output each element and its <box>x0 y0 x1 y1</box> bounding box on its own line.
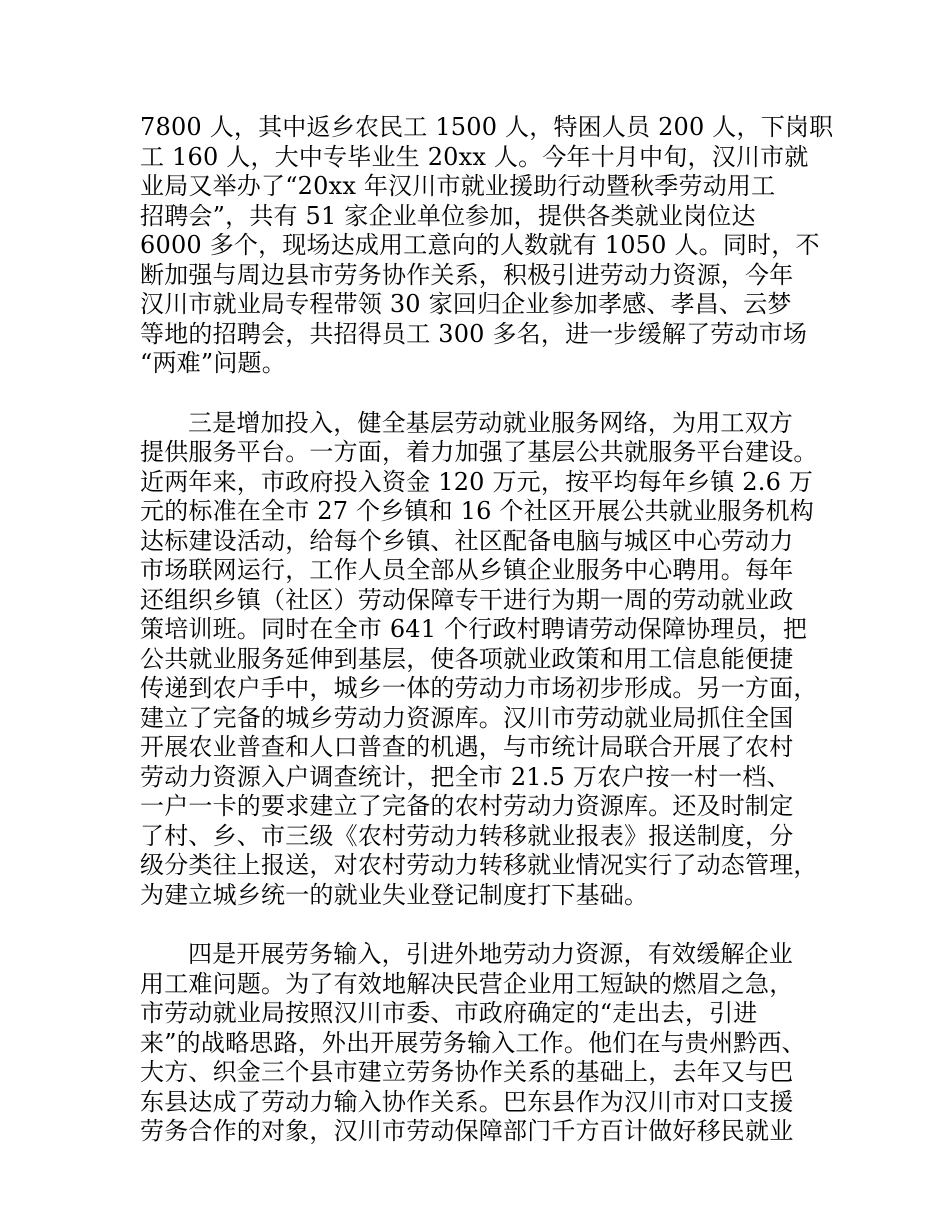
text-line: 了村、乡、市三级《农村劳动力转移就业报表》报送制度，分 <box>140 821 794 850</box>
paragraph-continuation <box>140 113 834 379</box>
text-line: 达标建设活动，给每个乡镇、社区配备电脑与城区中心劳动力 <box>140 526 794 555</box>
text-line: 来”的战略思路，外出开展劳务输入工作。他们在与贵州黔西、 <box>140 1028 806 1057</box>
text-line: 一户一卡的要求建立了完备的农村劳动力资源库。还及时制定 <box>140 792 794 820</box>
text-line: 为建立城乡统一的就业失业登记制度打下基础。 <box>140 880 649 909</box>
text-line: 劳务合作的对象，汉川市劳动保障部门千方百计做好移民就业 <box>140 1117 794 1145</box>
text-line: 元的标准在全市 27 个乡镇和 16 个社区开展公共就业服务机构 <box>140 497 814 525</box>
text-line: 7800 人，其中返乡农民工 1500 人，特困人员 200 人，下岗职 <box>140 113 834 141</box>
text-line: 近两年来，市政府投入资金 120 万元，按平均每年乡镇 2.6 万 <box>140 467 814 496</box>
text-line: 三是增加投入，健全基层劳动就业服务网络，为用工双方 <box>188 408 793 437</box>
text-line: 开展农业普查和人口普查的机遇，与市统计局联合开展了农村 <box>140 733 794 761</box>
text-line: 工 160 人，大中专毕业生 20xx 人。今年十月中旬，汉川市就 <box>140 142 809 171</box>
text-line: 用工难问题。为了有效地解决民营企业用工短缺的燃眉之急， <box>140 969 794 998</box>
text-line: 市劳动就业局按照汉川市委、市政府确定的“走出去，引进 <box>140 999 758 1027</box>
text-line: 业局又举办了“20xx 年汉川市就业援助行动暨秋季劳动用工 <box>140 172 776 200</box>
text-line: 大方、织金三个县市建立劳务协作关系的基础上，去年又与巴 <box>140 1058 794 1086</box>
text-line: 建立了完备的城乡劳动力资源库。汉川市劳动就业局抓住全国 <box>140 703 794 732</box>
text-line: 6000 多个，现场达成用工意向的人数就有 1050 人。同时，不 <box>140 231 820 259</box>
text-line: 市场联网运行，工作人员全部从乡镇企业服务中心聘用。每年 <box>140 556 794 584</box>
text-line: 策培训班。同时在全市 641 个行政村聘请劳动保障协理员，把 <box>140 615 808 643</box>
text-line: 断加强与周边县市劳务协作关系，积极引进劳动力资源，今年 <box>140 260 794 289</box>
text-line: 招聘会”，共有 51 家企业单位参加，提供各类就业岗位达 <box>140 201 756 230</box>
text-line: 汉川市就业局专程带领 30 家回归企业参加孝感、孝昌、云梦 <box>140 290 792 318</box>
text-line: 四是开展劳务输入，引进外地劳动力资源，有效缓解企业 <box>188 940 793 968</box>
text-line: “两难”问题。 <box>140 349 286 377</box>
document-body <box>140 113 834 1147</box>
text-line: 劳动力资源入户调查统计，把全市 21.5 万农户按一村一档、 <box>140 762 791 791</box>
text-line: 提供服务平台。一方面，着力加强了基层公共就服务平台建设。 <box>140 438 818 466</box>
text-line: 还组织乡镇（社区）劳动保障专干进行为期一周的劳动就业政 <box>140 585 794 614</box>
text-line: 等地的招聘会，共招得员工 300 多名，进一步缓解了劳动市场 <box>140 319 808 348</box>
paragraph-point-four <box>140 940 820 1147</box>
text-line: 级分类往上报送，对农村劳动力转移就业情况实行了动态管理， <box>140 851 818 879</box>
text-line: 公共就业服务延伸到基层，使各项就业政策和用工信息能便捷 <box>140 644 794 673</box>
paragraph-point-three <box>140 409 820 911</box>
text-line: 东县达成了劳动力输入协作关系。巴东县作为汉川市对口支援 <box>140 1087 794 1116</box>
text-line: 传递到农户手中，城乡一体的劳动力市场初步形成。另一方面， <box>140 674 818 702</box>
